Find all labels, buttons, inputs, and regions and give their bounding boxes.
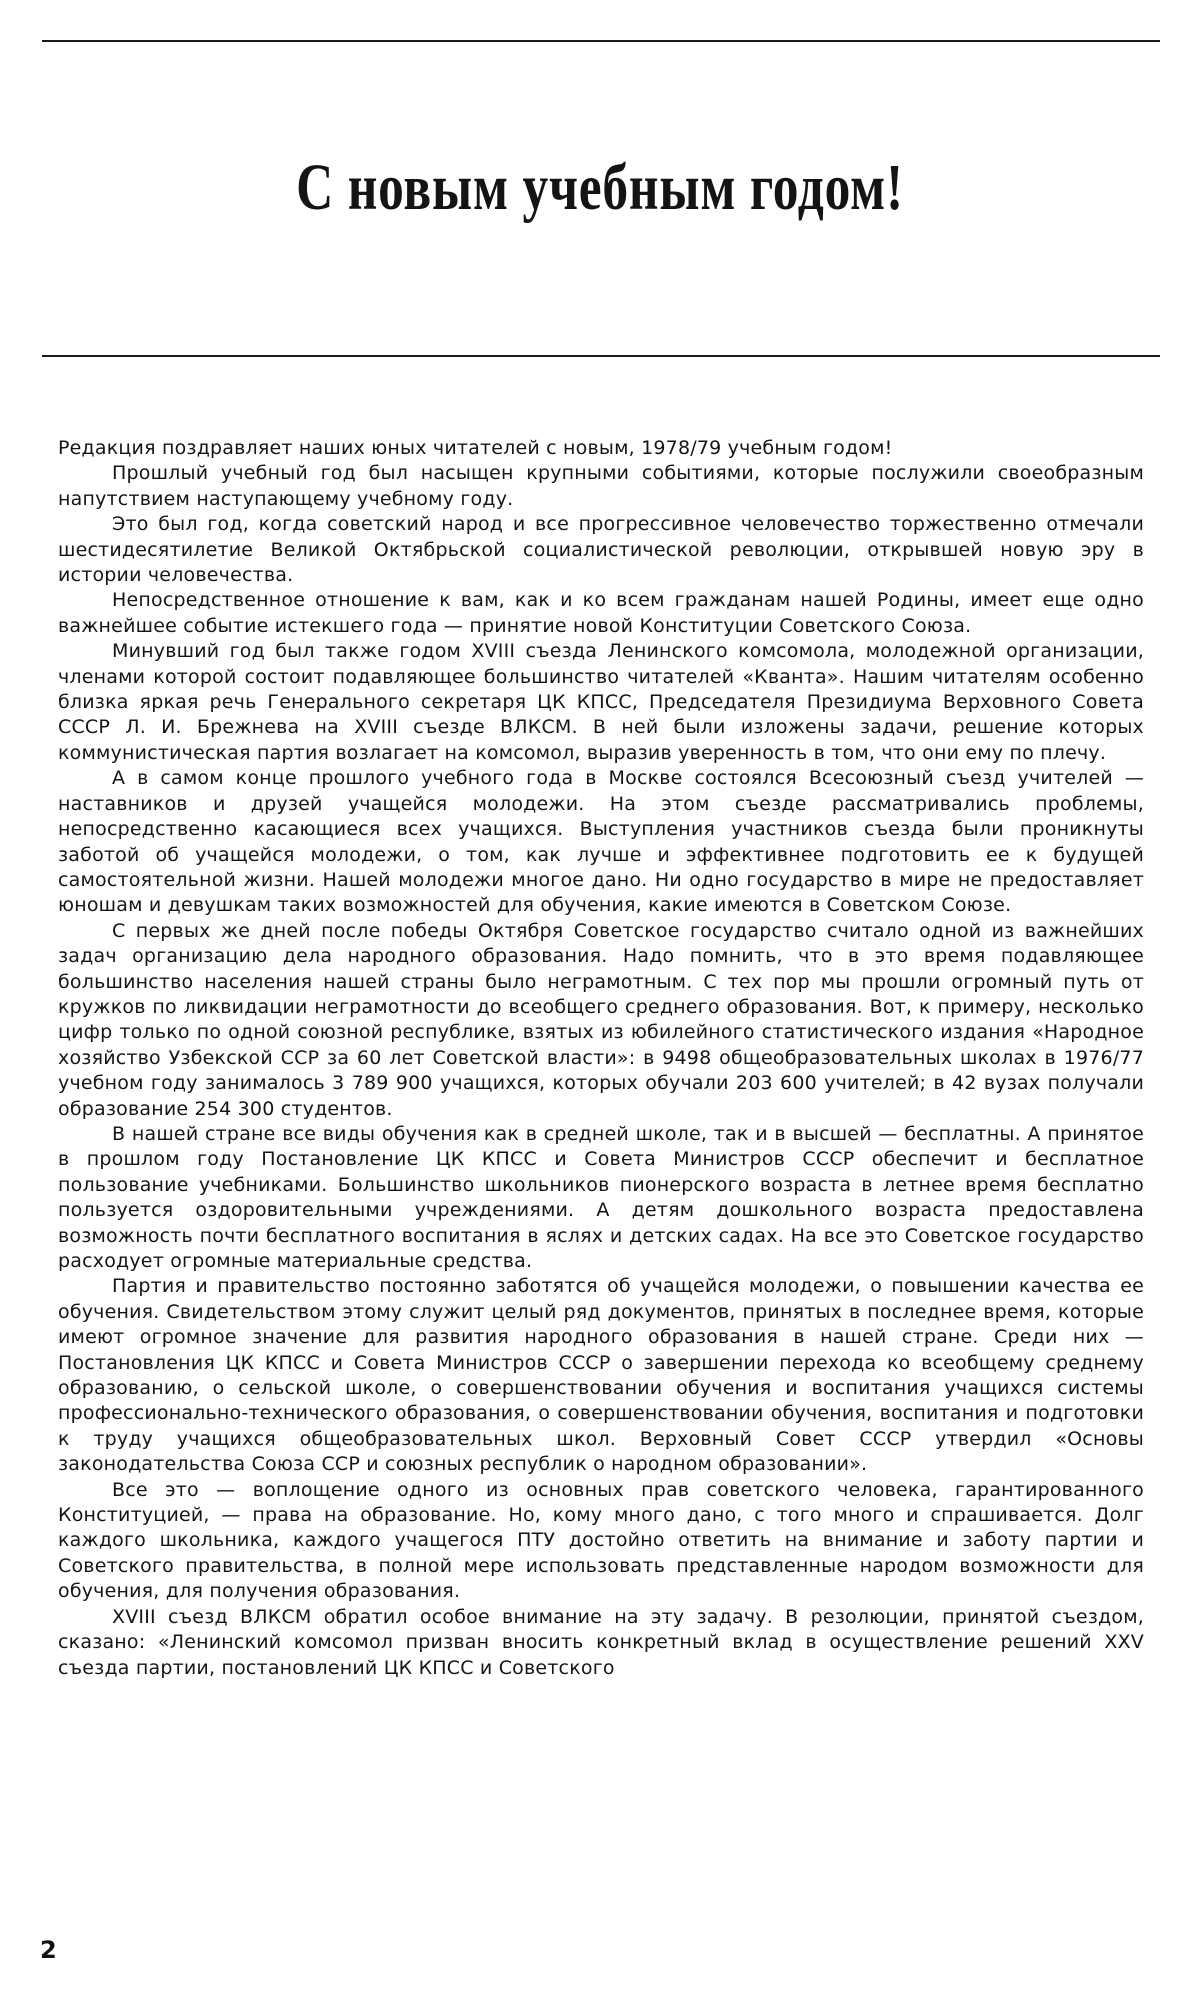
paragraph: Партия и правительство постоянно заботятся об учащейся молодежи, о повышении качества ее обучения. Свидетельством этому служит целый ряд документов, принятых в последнее время, которые имеют огромное значение для развития народного образования в нашей стране. Среди них — Постановления ЦК КПСС и Совета Министров СССР о завершении перехода ко всеобщему среднему образованию, о сельской школе, о совершенствовании обучения и воспитания учащихся системы профессионально-технического образования, о совершенствовании обучения, воспитания и подготовки к труду учащихся общеобразовательных школ. Верховный Совет СССР утвердил «Основы законодательства Союза ССР и союзных республик о народном образовании».: [58, 1275, 1144, 1476]
paragraph: Все это — воплощение одного из основных прав советского человека, гарантированного Конституцией, — права на образование. Но, кому много дано, с того много и спрашивается. Долг каждого школьника, каждого учащегося ПТУ достойно ответить на внимание и заботу партии и Советского правительства, в полной мере использовать представленные народом возможности для обучения, для получения образования.: [58, 1478, 1144, 1603]
paragraph: Это был год, когда советский народ и все прогрессивное человечество торжественно отмечали шестидесятилетие Великой Октябрьской социалистической революции, открывшей новую эру в истории человечества.: [58, 513, 1144, 587]
paragraph: Непосредственное отношение к вам, как и ко всем гражданам нашей Родины, имеет еще одно важнейшее событие истекшего года — принятие новой Конституции Советского Союза.: [58, 589, 1144, 637]
paragraph: Редакция поздравляет наших юных читателей с новым, 1978/79 учебным годом!: [58, 437, 893, 459]
paragraph: С первых же дней после победы Октября Советское государство считало одной из важнейших задач организацию дела народного образования. Надо помнить, что в это время подавляющее большинство населения нашей страны было неграмотным. С тех пор мы прошли огромный путь от кружков по ликвидации неграмотности до всеобщего среднего образования. Вот, к примеру, несколько цифр только по одной союзной республике, взятых из юбилейного статистического издания «Народное хозяйство Узбекской ССР за 60 лет Советской власти»: в 9498 общеобразовательных школах в 1976/77 учебном году занималось 3 789 900 учащихся, которых обучали 203 600 учителей; в 42 вузах получали образование 254 300 студентов.: [58, 919, 1144, 1120]
paragraph: Прошлый учебный год был насыщен крупными событиями, которые послужили своеобразным напутствием наступающему учебному году.: [58, 462, 1144, 510]
title-bottom-rule: [42, 355, 1160, 357]
article-body: [58, 436, 1144, 1681]
paragraph: В нашей стране все виды обучения как в средней школе, так и в высшей — бесплатны. А принятое в прошлом году Постановление ЦК КПСС и Совета Министров СССР обеспечит и бесплатное пользование учебниками. Большинство школьников пионерского возраста в летнее время бесплатно пользуется оздоровительными учреждениями. А детям дошкольного возраста предоставлена возможность почти бесплатного воспитания в яслях и детских садах. На все это Советское государство расходует огромные материальные средства.: [58, 1122, 1144, 1272]
page-number: 2: [40, 1936, 57, 1964]
page-title: С новым учебным годом!: [296, 151, 904, 224]
paragraph: Минувший год был также годом XVIII съезда Ленинского комсомола, молодежной организации, членами которой состоит подавляющее большинство читателей «Кванта». Нашим читателям особенно близка яркая речь Генерального секретаря ЦК КПСС, Председателя Президиума Верховного Совета СССР Л. И. Брежнева на XVIII съезде ВЛКСМ. В ней были изложены задачи, решение которых коммунистическая партия возлагает на комсомол, выразив уверенность в том, что они ему по плечу.: [58, 640, 1144, 764]
top-rule: [42, 40, 1160, 42]
paragraph: А в самом конце прошлого учебного года в Москве состоялся Всесоюзный съезд учителей — наставников и друзей учащейся молодежи. На этом съезде рассматривались проблемы, непосредственно касающиеся всех учащихся. Выступления участников съезда были проникнуты заботой об учащейся молодежи, о том, как лучше и эффективнее подготовить ее к будущей самостоятельной жизни. Нашей молодежи многое дано. Ни одно государство в мире не предоставляет юношам и девушкам таких возможностей для обучения, какие имеются в Советском Союзе.: [58, 767, 1144, 917]
paragraph: XVIII съезд ВЛКСМ обратил особое внимание на эту задачу. В резолюции, принятой съездом, сказано: «Ленинский комсомол призван вносить конкретный вклад в осуществление решений XXV съезда партии, постановлений ЦК КПСС и Советского: [58, 1605, 1144, 1679]
